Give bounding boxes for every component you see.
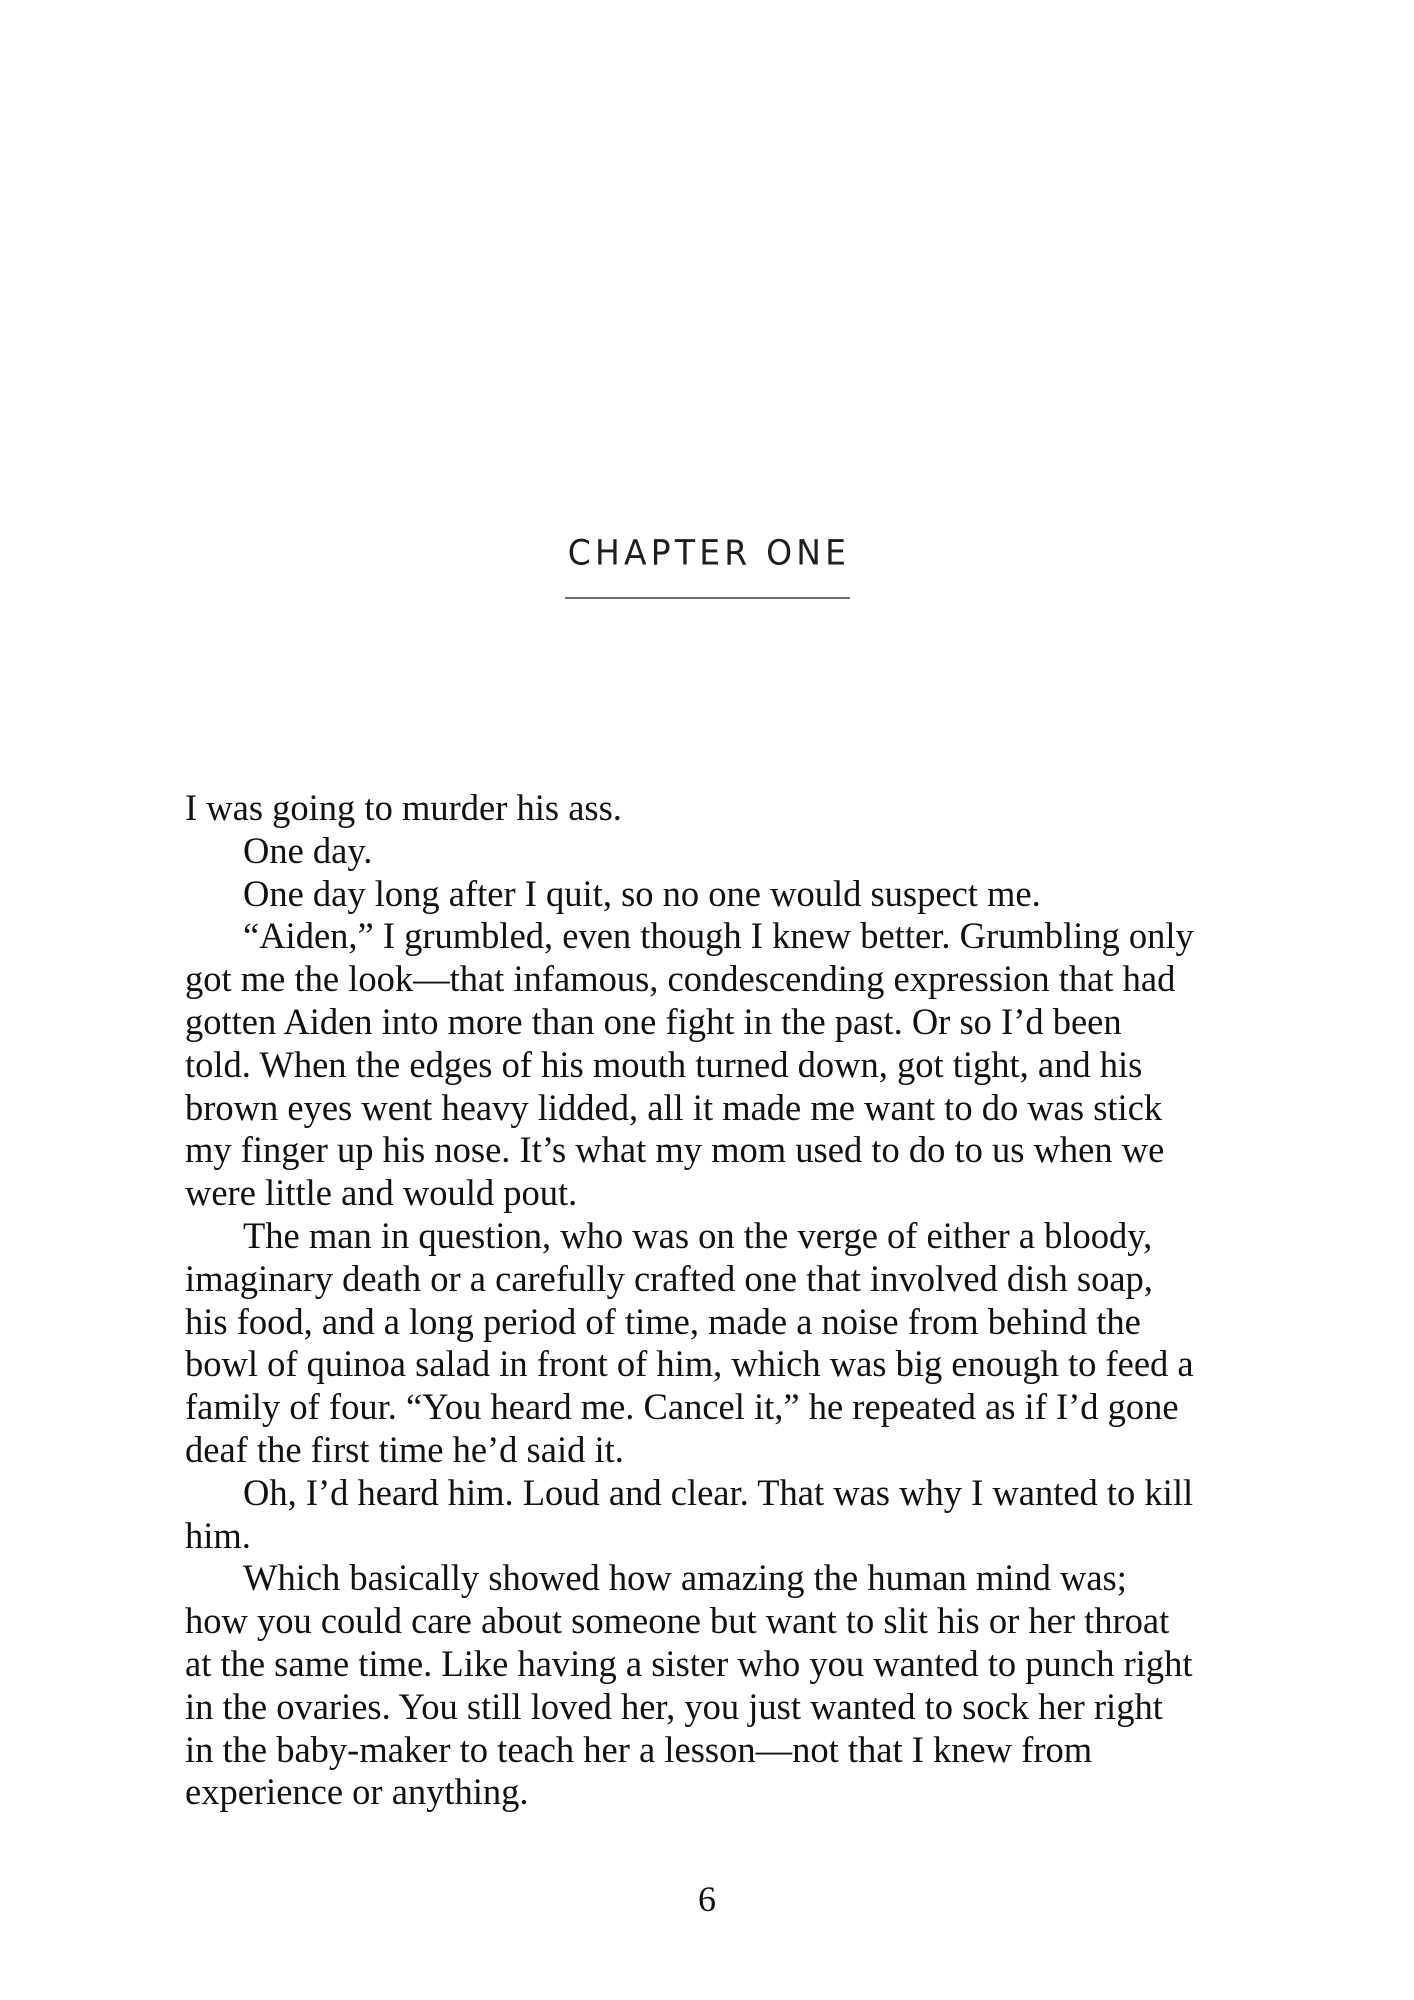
chapter-heading: CHAPTER ONE [567,532,851,573]
text-line: gotten Aiden into more than one fight in the past. Or so I’d been [185,1000,1122,1042]
chapter-heading-rule [565,597,850,599]
paragraph [185,1215,1245,1472]
paragraph [185,873,1245,916]
paragraph [185,1472,1245,1558]
text-line: brown eyes went heavy lidded, all it made me want to do was stick [185,1086,1163,1128]
text-line: my finger up his nose. It’s what my mom used to do to us when we [185,1129,1165,1171]
text-line: “Aiden,” I grumbled, even though I knew better. Grumbling only [243,915,1194,957]
text-line: at the same time. Like having a sister who you wanted to punch right [185,1642,1193,1684]
text-line: experience or anything. [185,1771,529,1813]
text-line: family of four. “You heard me. Cancel it,” he repeated as if I’d gone [185,1386,1179,1428]
text-line: Oh, I’d heard him. Loud and clear. That was why I wanted to kill [243,1471,1194,1513]
text-line: got me the look—that infamous, condescending expression that had [185,958,1176,1000]
text-line: were little and would pout. [185,1172,578,1214]
text-line: deaf the first time he’d said it. [185,1428,624,1470]
text-line: One day. [243,829,373,871]
text-line: Which basically showed how amazing the human mind was; [243,1557,1127,1599]
text-line: The man in question, who was on the verge of either a bloody, [243,1214,1153,1256]
text-line: him. [185,1514,251,1556]
chapter-body [185,787,1245,1814]
text-line: bowl of quinoa salad in front of him, which was big enough to feed a [185,1343,1194,1385]
paragraph [185,787,1245,830]
text-line: his food, and a long period of time, made a noise from behind the [185,1300,1141,1342]
paragraph [185,915,1245,1215]
text-line: how you could care about someone but want to slit his or her throat [185,1600,1170,1642]
paragraph [185,1557,1245,1814]
text-line: told. When the edges of his mouth turned down, got tight, and his [185,1043,1143,1085]
text-line: I was going to murder his ass. [185,787,622,828]
paragraph [185,830,1245,873]
text-line: imaginary death or a carefully crafted one that involved dish soap, [185,1257,1153,1299]
page-number: 6 [698,1879,716,1919]
text-line: One day long after I quit, so no one would suspect me. [243,872,1041,914]
text-line: in the ovaries. You still loved her, you just wanted to sock her right [185,1685,1163,1727]
text-line: in the baby-maker to teach her a lesson—not that I knew from [185,1728,1093,1770]
